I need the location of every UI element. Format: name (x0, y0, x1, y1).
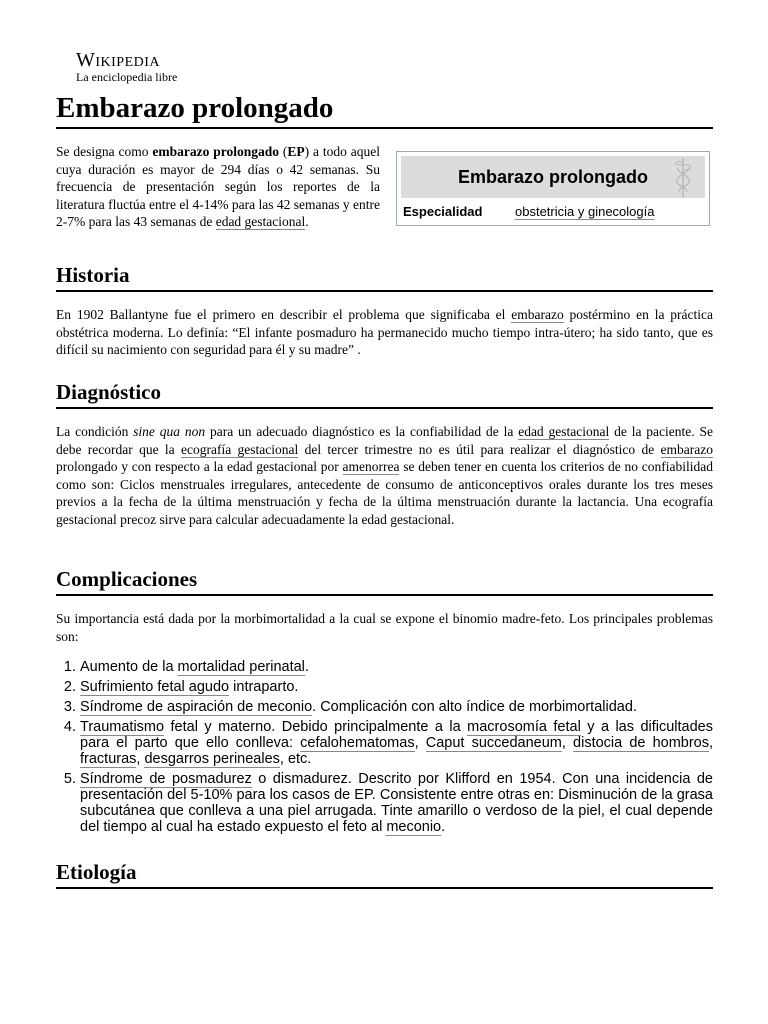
text: , etc. (279, 751, 312, 768)
link-sindrome-posmadurez[interactable]: Síndrome de posmadurez (80, 771, 252, 788)
link-macrosomia-fetal[interactable]: macrosomía fetal (467, 719, 581, 736)
text: postérmino en la práctica obstétrica moderna. Lo definía: “El infante posmaduro ha permanecido mucho tiempo intra-útero; ha sido tanto, que es difícil su nacimiento con seguridad para él y su madre” . (56, 307, 713, 358)
text: intraparto. (229, 679, 299, 696)
text: se deben tener en cuenta los criterios de no confiabilidad como son: Ciclos menstruales irregulares, antecedente de consumo de anticonceptivos orales durante los tres meses previos a la fecha de la última menstruación y fecha de la última menstruación durante la lactancia. Una ecografía gestacional precoz sirve para calcular adecuadamente la edad gestacional. (56, 459, 713, 527)
link-fracturas[interactable]: fracturas (80, 751, 137, 768)
text: . Complicación con alto índice de morbimortalidad. (312, 699, 637, 716)
list-item (80, 679, 713, 695)
list-item (80, 771, 713, 835)
text: ) a todo aquel cuya duración es mayor de 294 días o 42 semanas. Su frecuencia de presentación según los reportes de la literatura fluctúa entre el 4-14% para las 42 semanas y entre 2-7% para las 43 semanas de (56, 144, 380, 230)
infobox (396, 151, 710, 226)
link-sufrimiento-fetal-agudo[interactable]: Sufrimiento fetal agudo (80, 679, 230, 696)
text: , (136, 751, 145, 768)
text: ( (279, 144, 288, 159)
article-page (56, 49, 714, 884)
infobox-title: Embarazo prolongado (457, 167, 648, 187)
infobox-header (401, 156, 705, 198)
link-edad-gestacional[interactable]: edad gestacional (215, 214, 306, 230)
link-meconio[interactable]: meconio (386, 819, 442, 836)
text: La condición (56, 424, 134, 439)
page-title: Embarazo prolongado (56, 90, 713, 129)
intro-section (56, 143, 713, 251)
historia-paragraph (56, 306, 713, 359)
heading-diagnostico: Diagnóstico (56, 378, 713, 409)
link-embarazo[interactable]: embarazo (660, 441, 714, 457)
complicaciones-intro: Su importancia está dada por la morbimortalidad a la cual se expone el binomio madre-feto. Los principales problemas son: (56, 611, 713, 644)
link-distocia-de-hombros[interactable]: distocia de hombros (573, 735, 709, 752)
text: , (414, 735, 426, 752)
link-cefalohematomas[interactable]: cefalohematomas (300, 735, 415, 752)
infobox-row-especialidad (401, 204, 705, 219)
diagnostico-paragraph (56, 423, 713, 529)
link-embarazo[interactable]: embarazo (511, 307, 564, 322)
text: prolongado y con respecto a la edad gestacional por (56, 459, 343, 475)
text: Se designa como (56, 144, 153, 159)
link-ecografia-gestacional[interactable]: ecografía gestacional (181, 441, 299, 457)
text: y a las dificultades para el parto que ello conlleva: (80, 719, 713, 752)
infobox-value-link[interactable]: obstetricia y ginecología (515, 204, 655, 219)
text: del tercer trimestre no es útil para realizar el diagnóstico de (298, 441, 661, 457)
wikipedia-logo[interactable] (76, 50, 713, 83)
list-item (80, 659, 713, 675)
list-item (80, 699, 713, 715)
text: . (441, 819, 446, 836)
text: , (561, 735, 574, 752)
list-item (80, 719, 713, 767)
text: fetal y materno. Debido principalmente a la (164, 719, 468, 736)
logo-title: Wikipedia (76, 49, 161, 71)
heading-complicaciones: Complicaciones (56, 565, 713, 596)
link-amenorrea[interactable]: amenorrea (342, 459, 400, 475)
link-caput-succedaneum[interactable]: Caput succedaneum (425, 735, 562, 752)
heading-etiologia: Etiología (56, 858, 713, 889)
link-sindrome-aspiracion-meconio[interactable]: Síndrome de aspiración de meconio (80, 699, 313, 716)
text: . (305, 214, 309, 230)
link-traumatismo[interactable]: Traumatismo (80, 719, 165, 736)
section-diagnostico (56, 378, 713, 529)
text: , (709, 735, 714, 752)
heading-historia: Historia (56, 261, 713, 292)
italic-term: sine qua non (133, 424, 206, 439)
link-edad-gestacional[interactable]: edad gestacional (518, 424, 610, 439)
text: En 1902 Ballantyne fue el primero en describir el problema que significaba el (56, 307, 512, 322)
link-desgarros-perineales[interactable]: desgarros perineales (144, 751, 280, 768)
text: . (304, 659, 309, 676)
bold-abbrev: EP (287, 144, 305, 159)
infobox-label: Especialidad (403, 204, 483, 219)
intro-paragraph (56, 143, 380, 231)
caduceus-icon (669, 156, 697, 198)
logo-tagline: La enciclopedia libre (76, 70, 178, 84)
text: para un adecuado diagnóstico es la confiabilidad de la (205, 424, 519, 439)
section-etiologia (56, 858, 713, 889)
section-historia (56, 261, 713, 359)
complicaciones-list (56, 659, 713, 835)
text: o dismadurez. Descrito por Klifford en 1954. Con una incidencia de presentación del 5-10% para los casos de EP. Consistente entre otras en: Disminución de la grasa subcutánea que conlleva a una piel arrugada. Tinte amarillo o verdoso de la piel, el cual depende del tiempo al cual ha estado expuesto el feto al (80, 771, 713, 836)
text: de la paciente. Se debe recordar que la (56, 424, 713, 457)
bold-term: embarazo prolongado (152, 144, 279, 159)
link-mortalidad-perinatal[interactable]: mortalidad perinatal (177, 659, 305, 676)
text: Aumento de la (80, 659, 178, 676)
section-complicaciones (56, 565, 713, 839)
